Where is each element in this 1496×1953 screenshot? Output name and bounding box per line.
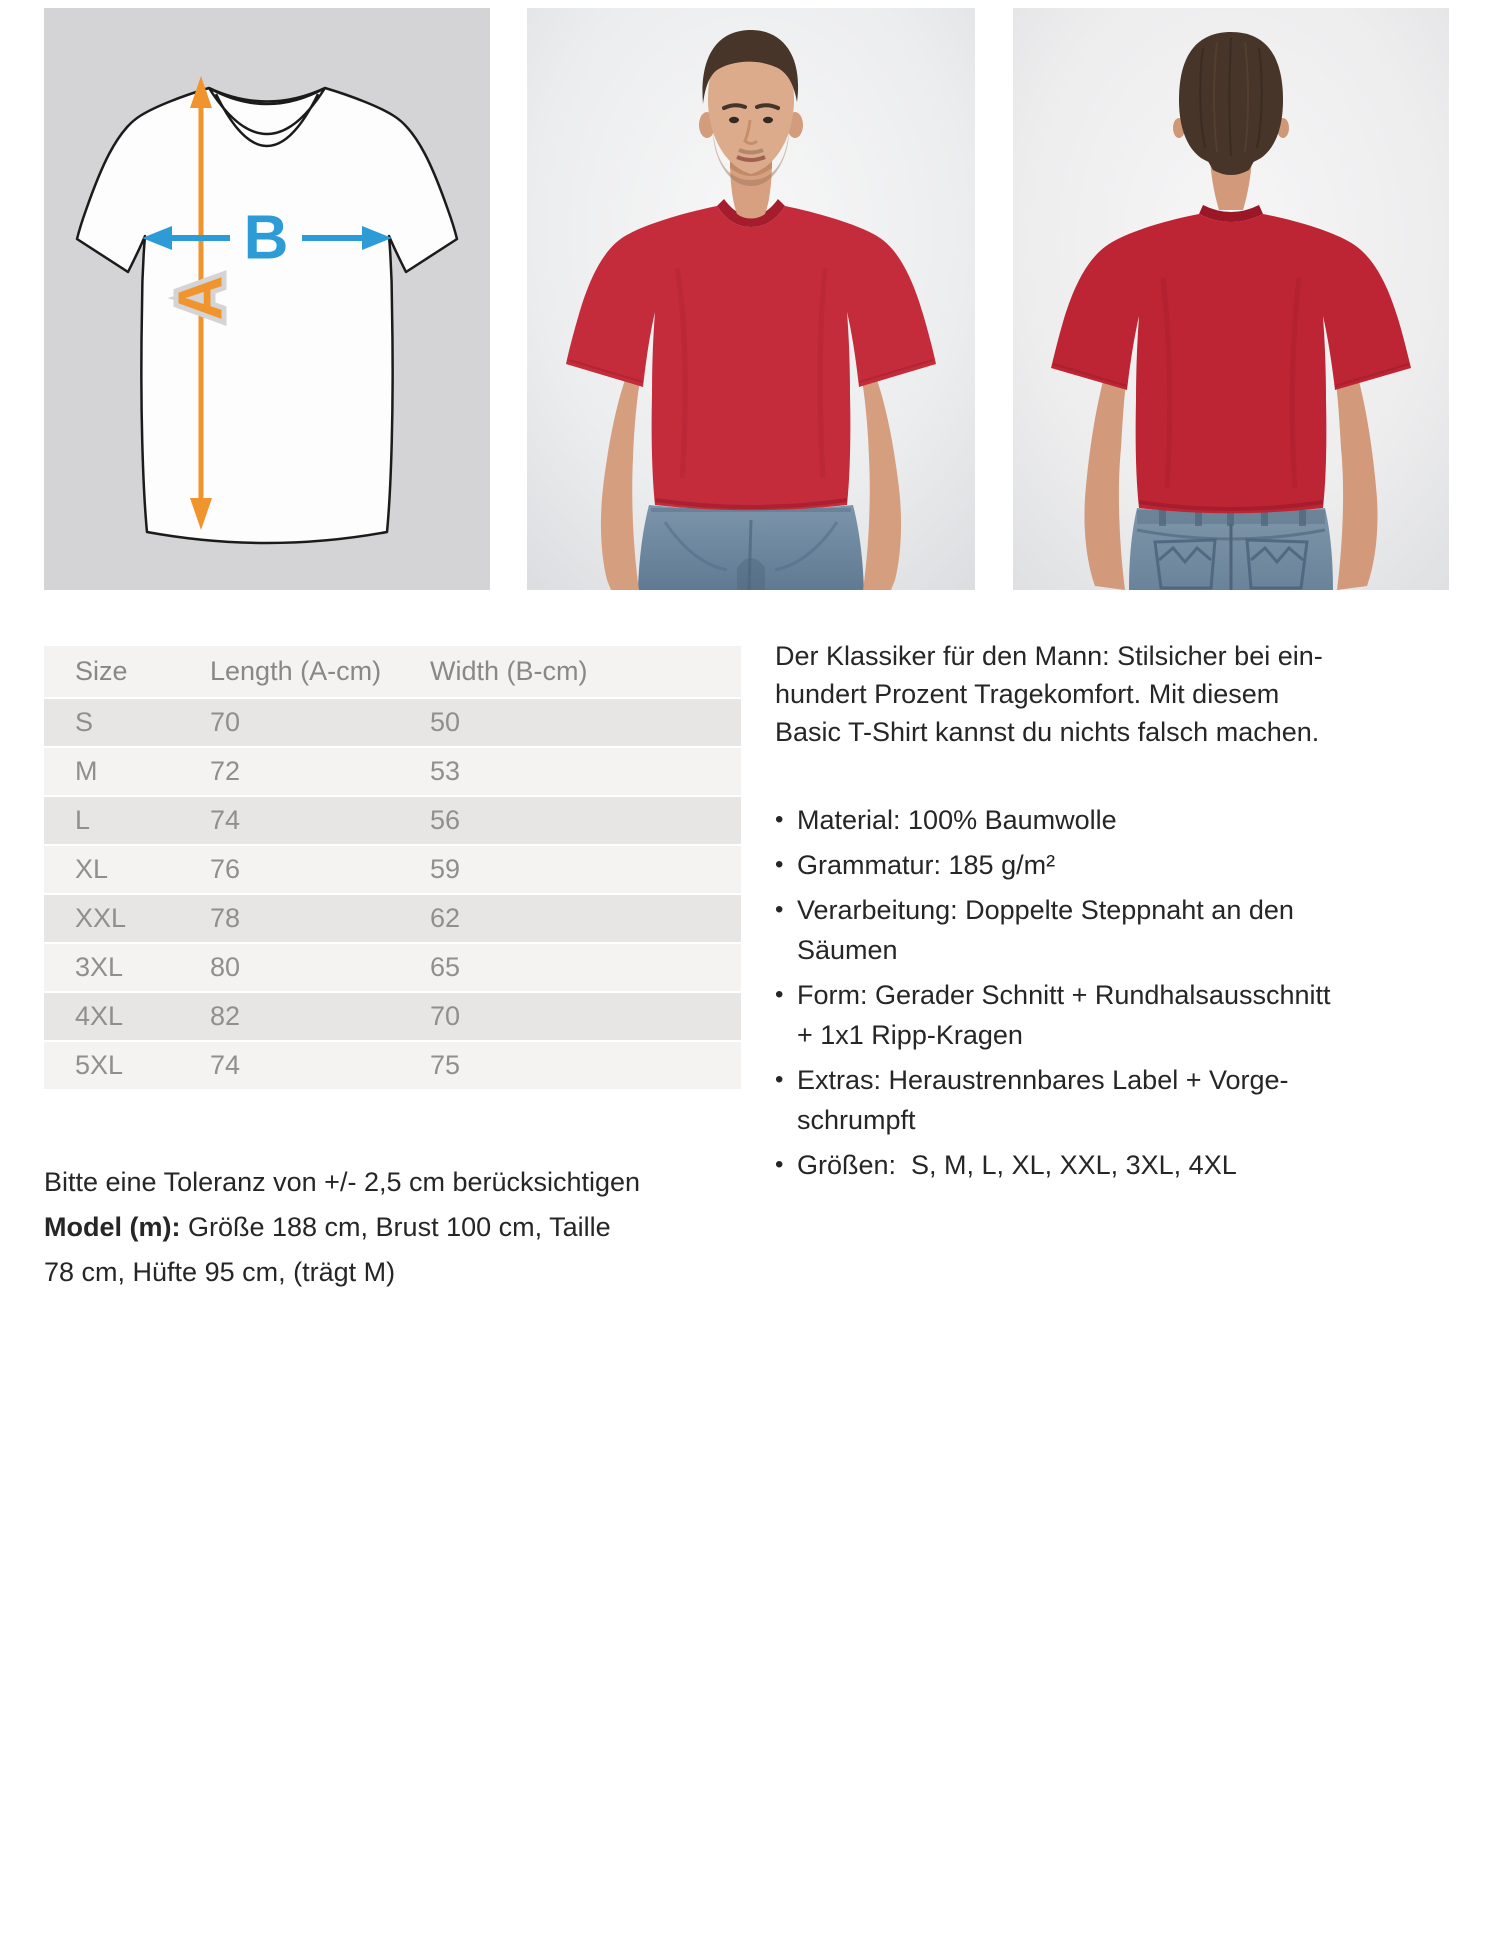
width-cell: 56	[430, 805, 461, 835]
feature-line: Form: Gerader Schnitt + Rundhalsausschnitt	[797, 980, 1331, 1010]
model-note	[44, 1205, 694, 1295]
size-cell: L	[75, 805, 91, 835]
feature-item	[775, 1145, 1460, 1185]
feature-item	[775, 1060, 1460, 1140]
back-jeans	[1129, 508, 1333, 590]
model-front-photo	[527, 8, 975, 590]
model-note-label: Model (m):	[44, 1212, 181, 1242]
feature-line: Grammatur: 185 g/m²	[797, 850, 1056, 880]
bullet-marker: •	[775, 851, 784, 878]
bullet-marker: •	[775, 896, 784, 923]
table-row	[44, 944, 741, 991]
table-row	[44, 748, 741, 795]
table-row	[44, 846, 741, 893]
model-front-illustration	[527, 8, 975, 590]
table-row	[44, 797, 741, 844]
length-cell: 80	[210, 952, 241, 982]
size-diagram	[44, 8, 490, 590]
length-cell: 78	[210, 903, 241, 933]
feature-text	[797, 1145, 1460, 1185]
feature-line: + 1x1 Ripp-Kragen	[797, 1020, 1023, 1050]
size-cell: 5XL	[75, 1050, 124, 1080]
size-cell: XL	[75, 854, 109, 884]
feature-text	[797, 975, 1460, 1055]
length-cell: 74	[210, 805, 241, 835]
table-row	[44, 699, 741, 746]
feature-item	[775, 800, 1460, 840]
measurement-notes	[44, 1160, 694, 1295]
table-row	[44, 993, 741, 1040]
feature-item	[775, 975, 1460, 1055]
table-row	[44, 895, 741, 942]
bullet-marker: •	[775, 981, 784, 1008]
feature-line: Säumen	[797, 935, 898, 965]
label-b: B	[243, 203, 289, 273]
length-cell: 70	[210, 707, 241, 737]
feature-line: Verarbeitung: Doppelte Steppnaht an den	[797, 895, 1294, 925]
length-cell: 76	[210, 854, 241, 884]
feature-list	[775, 800, 1460, 1185]
feature-line: Extras: Heraustrennbares Label + Vorge-	[797, 1065, 1289, 1095]
width-cell: 70	[430, 1001, 461, 1031]
size-cell: M	[75, 756, 98, 786]
feature-text	[797, 800, 1460, 840]
length-cell: 82	[210, 1001, 241, 1031]
intro-line: Der Klassiker für den Mann: Stilsicher bei ein-	[775, 641, 1323, 671]
width-cell: 65	[430, 952, 461, 982]
size-cell: 3XL	[75, 952, 124, 982]
feature-item	[775, 845, 1460, 885]
bullet-marker: •	[775, 1066, 784, 1093]
column-header-length: Length (A-cm)	[210, 656, 382, 686]
intro-line: Basic T-Shirt kannst du nichts falsch machen.	[775, 717, 1320, 747]
length-cell: 72	[210, 756, 241, 786]
feature-text	[797, 845, 1460, 885]
table-row	[44, 1042, 741, 1089]
label-a: A	[166, 275, 236, 321]
width-cell: 62	[430, 903, 461, 933]
model-note-line2: 78 cm, Hüfte 95 cm, (trägt M)	[44, 1257, 396, 1287]
intro-line: hundert Prozent Tragekomfort. Mit diesem	[775, 679, 1280, 709]
size-cell: 4XL	[75, 1001, 124, 1031]
bullet-marker: •	[775, 1151, 784, 1178]
product-description	[775, 637, 1460, 1190]
size-table	[44, 646, 741, 1089]
size-cell: S	[75, 707, 94, 737]
size-table-rows	[44, 699, 741, 1089]
width-cell: 53	[430, 756, 461, 786]
feature-item	[775, 890, 1460, 970]
eye-left	[729, 117, 739, 123]
width-cell: 75	[430, 1050, 461, 1080]
size-diagram-illustration	[44, 8, 490, 590]
feature-line: Größen: S, M, L, XL, XXL, 3XL, 4XL	[797, 1150, 1237, 1180]
width-cell: 59	[430, 854, 461, 884]
column-header-width: Width (B-cm)	[430, 656, 588, 686]
model-back-photo	[1013, 8, 1449, 590]
eye-right	[763, 117, 773, 123]
tolerance-note: Bitte eine Toleranz von +/- 2,5 cm berücksichtigen	[44, 1167, 641, 1197]
model-note-line1: Größe 188 cm, Brust 100 cm, Taille	[180, 1212, 611, 1242]
bullet-marker: •	[775, 806, 784, 833]
model-back-illustration	[1013, 8, 1449, 590]
description-intro	[775, 637, 1460, 751]
front-jeans	[638, 505, 864, 590]
width-cell: 50	[430, 707, 461, 737]
column-header-size: Size	[75, 656, 128, 686]
size-table-header	[44, 646, 741, 697]
feature-text	[797, 1060, 1460, 1140]
feature-line: schrumpft	[797, 1105, 916, 1135]
feature-line: Material: 100% Baumwolle	[797, 805, 1117, 835]
size-cell: XXL	[75, 903, 127, 933]
length-cell: 74	[210, 1050, 241, 1080]
feature-text	[797, 890, 1460, 970]
